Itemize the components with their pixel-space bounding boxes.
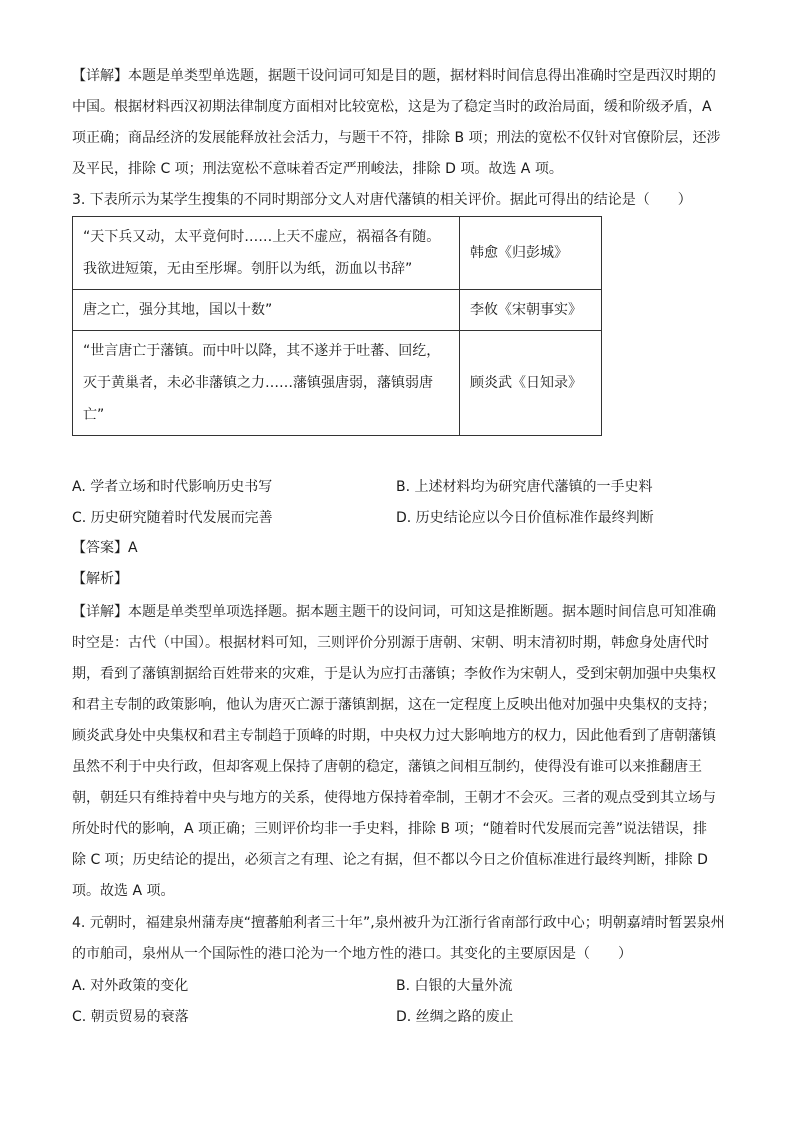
q3-answer: 【答案】A [72,540,138,556]
table-row [73,290,602,331]
q3-detail-line-7: 朝，朝廷只有维持着中央与地方的关系，使得地方保持着牵制，王朝才不会灭。三者的观点受到其立场与 [72,790,716,806]
table-row [73,217,602,290]
q3-detail-line-3: 期，看到了藩镇割据给百姓带来的灾难，于是认为应打击藩镇；李攸作为宋朝人，受到宋朝加强中央集权 [72,666,716,682]
table-cell-quote: 唐之亡，强分其地，国以十数” [73,290,460,331]
q3-detail-line-5: 顾炎武身处中央集权和君主专制趋于顶峰的时期，中央权力过大影响地方的权力，因此他看到了唐朝藩镇 [72,728,716,744]
q3-option-d: D. 历史结论应以今日价值标准作最终判断 [396,510,654,526]
table-cell-source: 顾炎武《日知录》 [460,331,602,436]
table-row [73,331,602,436]
q3-option-b: B. 上述材料均为研究唐代藩镇的一手史料 [396,479,653,495]
q3-detail-line-8: 所处时代的影响，A 项正确；三则评价均非一手史料，排除 B 项；“随着时代发展而完善”说法错误，排 [72,821,708,837]
q4-stem-line-1: 4. 元朝时，福建泉州蒲寿庚“擅蕃舶利者三十年”,泉州被升为江浙行省南部行政中心；明朝嘉靖时暂罢泉州 [72,915,725,931]
q3-evaluation-table [72,216,602,436]
q3-analysis-label: 【解析】 [72,571,128,587]
table-cell-quote: “世言唐亡于藩镇。而中叶以降，其不遂并于吐蕃、回纥，灭于黄巢者，未必非藩镇之力……藩镇强唐弱，藩镇弱唐亡” [73,331,460,436]
q4-option-a: A. 对外政策的变化 [72,978,189,994]
table-cell-quote: “天下兵又动，太平竟何时……上天不虚应，祸福各有随。我欲进短策，无由至彤墀。刳肝以为纸，沥血以书辞” [73,217,460,290]
q3-option-a: A. 学者立场和时代影响历史书写 [72,479,273,495]
table-cell-source: 李攸《宋朝事实》 [460,290,602,331]
q4-option-b: B. 白银的大量外流 [396,978,513,994]
q2-detail-line-3: 项正确；商品经济的发展能释放社会活力，与题干不符，排除 B 项；刑法的宽松不仅针对官僚阶层，还涉 [72,130,721,146]
q2-detail-line-1: 【详解】本题是单类型单选题，据题干设问词可知是目的题，据材料时间信息得出准确时空是西汉时期的 [72,68,716,84]
q3-option-c: C. 历史研究随着时代发展而完善 [72,510,273,526]
q3-detail-line-4: 和君主专制的政策影响，他认为唐灭亡源于藩镇割据，这在一定程度上反映出他对加强中央集权的支持； [72,697,716,713]
q3-detail-line-1: 【详解】本题是单类型单项选择题。据本题主题干的设问词，可知这是推断题。据本题时间信息可知准确 [72,604,716,620]
q3-detail-line-2: 时空是：古代（中国）。根据材料可知，三则评价分别源于唐朝、宋朝、明末清初时期，韩愈身处唐代时 [72,635,709,651]
q3-stem: 3. 下表所示为某学生搜集的不同时期部分文人对唐代藩镇的相关评价。据此可得出的结论是（ ） [72,192,692,208]
q2-detail-line-2: 中国。根据材料西汉初期法律制度方面相对比较宽松，这是为了稳定当时的政治局面，缓和阶级矛盾，A [72,99,712,115]
table-cell-source: 韩愈《归彭城》 [460,217,602,290]
q3-detail-line-9: 除 C 项；历史结论的提出，必须言之有理、论之有据，但不都以今日之价值标准进行最终判断，排除 D [72,852,708,868]
q3-detail-line-10: 项。故选 A 项。 [72,883,175,899]
q4-option-d: D. 丝绸之路的废止 [396,1009,514,1025]
q4-stem-line-2: 的市舶司，泉州从一个国际性的港口沦为一个地方性的港口。其变化的主要原因是（ ） [72,946,632,962]
q4-option-c: C. 朝贡贸易的衰落 [72,1009,189,1025]
q3-detail-line-6: 虽然不利于中央行政，但却客观上保持了唐朝的稳定，藩镇之间相互制约，使得没有谁可以来推翻唐王 [72,759,702,775]
q2-detail-line-4: 及平民，排除 C 项；刑法宽松不意味着否定严刑峻法，排除 D 项。故选 A 项。 [72,161,563,177]
